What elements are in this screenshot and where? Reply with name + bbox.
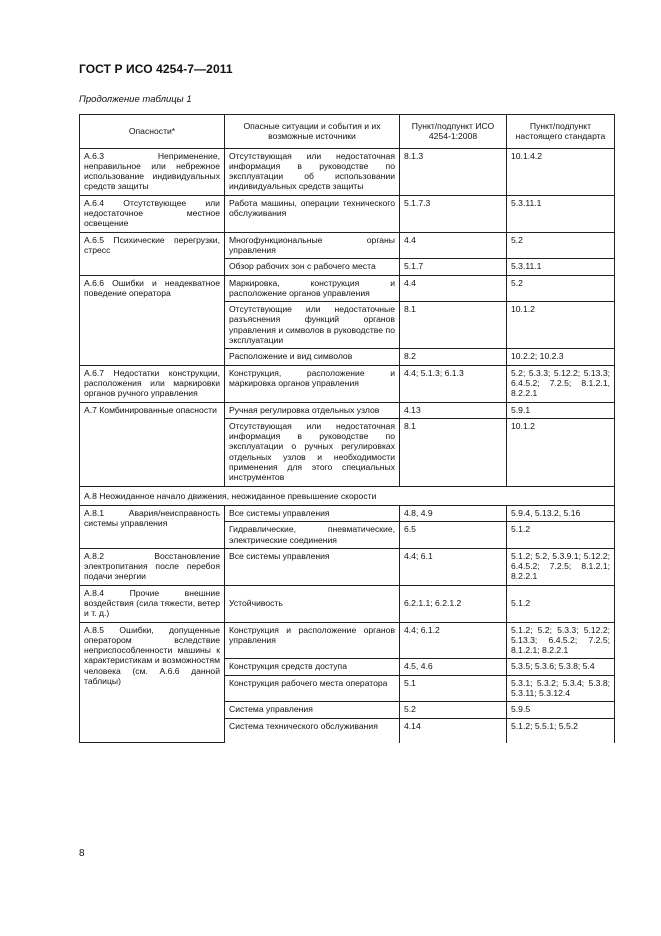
- table-continuation-caption: Продолжение таблицы 1: [79, 94, 192, 105]
- page-number: 8: [79, 848, 85, 859]
- section-heading-cell: А.8 Неожиданное начало движения, неожиданное превышение скорости: [80, 486, 615, 505]
- column-header-situations: Опасные ситуации и события и их возможные источники: [225, 115, 400, 149]
- column-header-iso-clause: Пункт/подпункт ИСО 4254-1:2008: [400, 115, 507, 149]
- situation-cell: Отсутствующие или недостаточные разъяснения функций органов управления и символов в руководстве по эксплуатации: [225, 302, 400, 349]
- hazard-cell: А.6.5 Психические перегрузки, стресс: [80, 232, 225, 275]
- iso-clause-cell: 4.4: [400, 275, 507, 302]
- situation-cell: Работа машины, операции технического обслуживания: [225, 195, 400, 232]
- table-row: [80, 548, 615, 585]
- table-section-row: [80, 486, 615, 505]
- situation-cell: Система технического обслуживания: [225, 718, 400, 743]
- standard-clause-cell: 10.1.2: [507, 302, 615, 349]
- standard-clause-cell: 5.9.4, 5.13.2, 5.16: [507, 505, 615, 521]
- situation-cell: Устойчивость: [225, 585, 400, 622]
- table-row: [80, 148, 615, 195]
- hazard-cell: А.8.2 Восстановление электропитания после перебоя подачи энергии: [80, 548, 225, 585]
- situation-cell: Обзор рабочих зон с рабочего места: [225, 259, 400, 275]
- table-row: [80, 275, 615, 302]
- situation-cell: Маркировка, конструкция и расположение органов управления: [225, 275, 400, 302]
- table-row: [80, 622, 615, 659]
- hazard-cell: А.8.4 Прочие внешние воздействия (сила тяжести, ветер и т. д.): [80, 585, 225, 622]
- hazard-cell: А.8.5 Ошибки, допущенные оператором вследствие неприспособленности машины к характеристикам и возможностям человека (см. А.6.6 данной таблицы): [80, 622, 225, 743]
- iso-clause-cell: 4.8, 4.9: [400, 505, 507, 521]
- standard-clause-cell: 10.1.4.2: [507, 148, 615, 195]
- standard-clause-cell: 5.9.1: [507, 402, 615, 418]
- situation-cell: Конструкция рабочего места оператора: [225, 675, 400, 702]
- iso-clause-cell: 5.1.7: [400, 259, 507, 275]
- standard-clause-cell: 5.3.1; 5.3.2; 5.3.4; 5.3.8; 5.3.11; 5.3.12.4: [507, 675, 615, 702]
- hazard-cell: А.6.3 Неприменение, неправильное или небрежное использование индивидуальных средств защиты: [80, 148, 225, 195]
- standard-clause-cell: 5.2: [507, 275, 615, 302]
- table-row: [80, 365, 615, 402]
- table-row: [80, 232, 615, 259]
- situation-cell: Система управления: [225, 702, 400, 718]
- iso-clause-cell: 4.5, 4.6: [400, 659, 507, 675]
- situation-cell: Конструкция, расположение и маркировка органов управления: [225, 365, 400, 402]
- situation-cell: Все системы управления: [225, 505, 400, 521]
- situation-cell: Отсутствующая или недостаточная информация в руководстве по эксплуатации о ручных регулировках отдельных узлов и необходимости применения для этого специальных инструментов: [225, 418, 400, 486]
- iso-clause-cell: 6.2.1.1; 6.2.1.2: [400, 585, 507, 622]
- iso-clause-cell: 8.1: [400, 418, 507, 486]
- standard-clause-cell: 10.2.2; 10.2.3: [507, 349, 615, 365]
- table-row: [80, 505, 615, 521]
- standard-clause-cell: 5.1.2; 5.2, 5.3.9.1; 5.12.2; 6.4.5.2; 7.2.5; 8.1.2.1; 8.2.2.1: [507, 548, 615, 585]
- standard-clause-cell: 10.1.2: [507, 418, 615, 486]
- hazards-table: [79, 114, 615, 743]
- iso-clause-cell: 4.4; 5.1.3; 6.1.3: [400, 365, 507, 402]
- hazard-cell: А.6.4 Отсутствующее или недостаточное местное освещение: [80, 195, 225, 232]
- standard-clause-cell: 5.2: [507, 232, 615, 259]
- iso-clause-cell: 4.13: [400, 402, 507, 418]
- situation-cell: Отсутствующая или недостаточная информация в руководстве по эксплуатации об использовании индивидуальных средств защиты: [225, 148, 400, 195]
- standard-clause-cell: 5.3.11.1: [507, 195, 615, 232]
- iso-clause-cell: 5.2: [400, 702, 507, 718]
- standard-clause-cell: 5.3.11.1: [507, 259, 615, 275]
- table-header-row: [80, 115, 615, 149]
- standard-clause-cell: 5.1.2: [507, 522, 615, 549]
- situation-cell: Расположение и вид символов: [225, 349, 400, 365]
- standard-clause-cell: 5.2; 5.3.3; 5.12.2; 5.13.3; 6.4.5.2; 7.2.5; 8.1.2.1, 8.2.2.1: [507, 365, 615, 402]
- iso-clause-cell: 5.1: [400, 675, 507, 702]
- situation-cell: Многофункциональные органы управления: [225, 232, 400, 259]
- situation-cell: Гидравлические, пневматические, электрические соединения: [225, 522, 400, 549]
- standard-clause-cell: 5.1.2; 5.2; 5.3.3; 5.12.2; 5.13.3; 6.4.5.2; 7.2.5; 8.1.2.1; 8.2.2.1: [507, 622, 615, 659]
- hazard-cell: А.6.7 Недостатки конструкции, расположения или маркировки органов ручного управления: [80, 365, 225, 402]
- document-header: ГОСТ Р ИСО 4254-7—2011: [79, 62, 233, 76]
- iso-clause-cell: 8.1.3: [400, 148, 507, 195]
- hazard-cell: А.7 Комбинированные опасности: [80, 402, 225, 486]
- column-header-hazards: Опасности*: [80, 115, 225, 149]
- column-header-standard-clause: Пункт/подпункт настоящего стандарта: [507, 115, 615, 149]
- iso-clause-cell: 4.4; 6.1: [400, 548, 507, 585]
- situation-cell: Конструкция средств доступа: [225, 659, 400, 675]
- iso-clause-cell: 4.4: [400, 232, 507, 259]
- iso-clause-cell: 4.14: [400, 718, 507, 743]
- iso-clause-cell: 8.2: [400, 349, 507, 365]
- iso-clause-cell: 6.5: [400, 522, 507, 549]
- iso-clause-cell: 4.4; 6.1.2: [400, 622, 507, 659]
- situation-cell: Конструкция и расположение органов управления: [225, 622, 400, 659]
- standard-clause-cell: 5.3.5; 5.3.6; 5.3.8; 5.4: [507, 659, 615, 675]
- table-row: [80, 195, 615, 232]
- situation-cell: Все системы управления: [225, 548, 400, 585]
- table-row: [80, 402, 615, 418]
- hazard-cell: А.8.1 Авария/неисправность системы управления: [80, 505, 225, 548]
- iso-clause-cell: 8.1: [400, 302, 507, 349]
- situation-cell: Ручная регулировка отдельных узлов: [225, 402, 400, 418]
- table-row: [80, 585, 615, 622]
- standard-clause-cell: 5.1.2: [507, 585, 615, 622]
- iso-clause-cell: 5.1.7.3: [400, 195, 507, 232]
- standard-clause-cell: 5.1.2; 5.5.1; 5.5.2: [507, 718, 615, 743]
- hazard-cell: А.6.6 Ошибки и неадекватное поведение оператора: [80, 275, 225, 365]
- standard-clause-cell: 5.9.5: [507, 702, 615, 718]
